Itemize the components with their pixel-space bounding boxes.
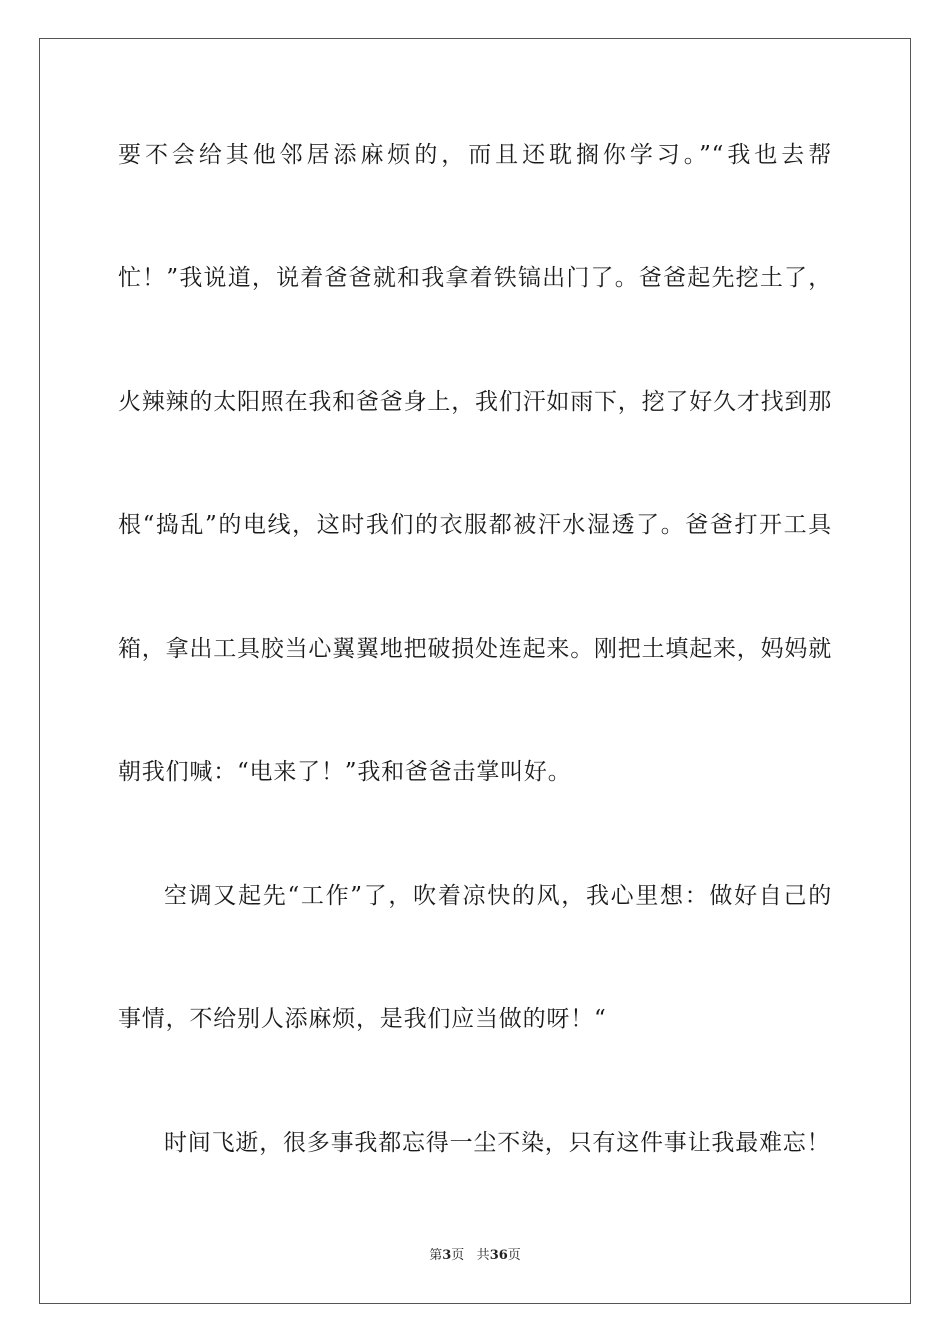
body-line-6: 朝我们喊：“电来了！”我和爸爸击掌叫好。 bbox=[118, 759, 572, 785]
footer-total-number: 36 bbox=[489, 1248, 508, 1263]
page-border bbox=[39, 38, 911, 1304]
body-line-5: 箱，拿出工具胶当心翼翼地把破损处连起来。刚把土填起来，妈妈就 bbox=[118, 636, 832, 662]
body-line-8: 事情，不给别人添麻烦，是我们应当做的呀！“ bbox=[118, 1006, 607, 1032]
body-line-9: 时间飞逝，很多事我都忘得一尘不染，只有这件事让我最难忘！ bbox=[164, 1130, 831, 1156]
body-line-2: 忙！”我说道，说着爸爸就和我拿着铁镐出门了。爸爸起先挖土了， bbox=[118, 265, 832, 291]
body-line-3: 火辣辣的太阳照在我和爸爸身上，我们汗如雨下，挖了好久才找到那 bbox=[118, 389, 832, 415]
body-line-4: 根“捣乱”的电线，这时我们的衣服都被汗水湿透了。爸爸打开工具 bbox=[118, 512, 832, 538]
footer-total-prefix: 共 bbox=[476, 1248, 490, 1263]
footer-page-number: 3 bbox=[442, 1248, 452, 1263]
footer-total-suffix: 页 bbox=[507, 1248, 521, 1263]
body-line-7: 空调又起先“工作”了，吹着凉快的风，我心里想：做好自己的 bbox=[164, 883, 832, 909]
body-line-1: 要不会给其他邻居添麻烦的，而且还耽搁你学习。”“我也去帮 bbox=[118, 142, 832, 168]
page-footer bbox=[0, 1247, 950, 1265]
footer-page-suffix: 页 bbox=[451, 1248, 465, 1263]
footer-page-prefix: 第 bbox=[429, 1248, 443, 1263]
